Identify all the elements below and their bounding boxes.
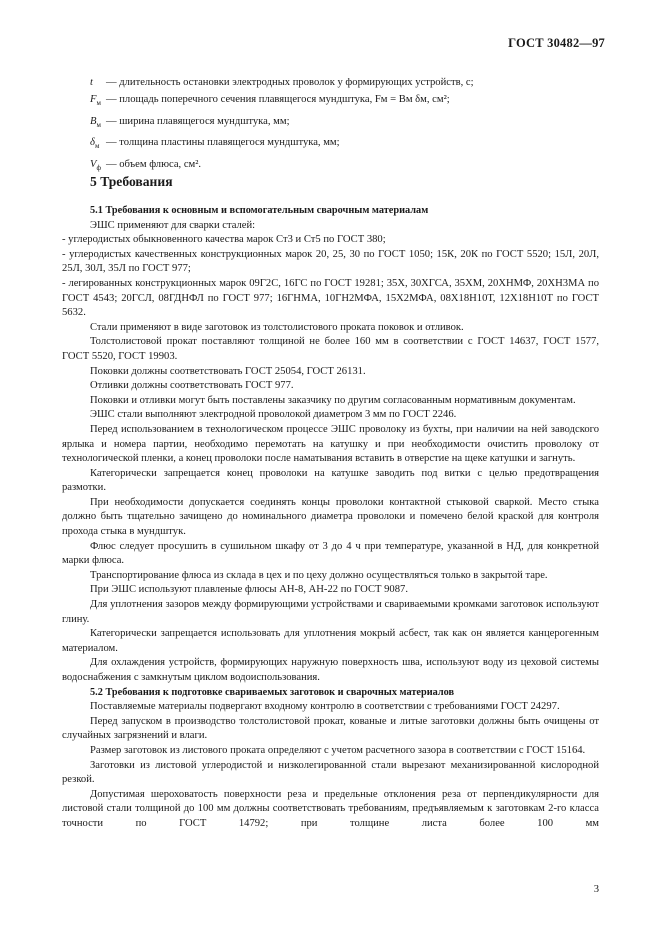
body-text [62, 204, 599, 832]
definition-symbol: $V_ф$ [90, 158, 102, 172]
paragraph: Заготовки из листовой углеродистой и низколегированной стали вырезают механизированной кислородной резкой. [62, 759, 599, 786]
definition-row [90, 74, 610, 91]
paragraph: Категорически запрещается конец проволоки на катушке заводить под витки с целью предотвращения размотки. [62, 467, 599, 494]
paragraph: Стали применяют в виде заготовок из толстолистового проката поковок и отливок. [90, 321, 464, 333]
document-code-header: ГОСТ 30482—97 [508, 36, 605, 50]
list-item: - легированных конструкционных марок 09Г2С, 16ГС по ГОСТ 19281; 35Х, 30ХГСА, 35ХМ, 20ХНМФ, 20ХН3МА по ГОСТ 4543; 20ГСЛ, 08ГДНФЛ по ГОСТ 977; 16ГНМА, 10ГН2МФА, 15Х2МФА, 08Х18Н10Т, 12Х18Н10Т по ГОСТ 5632. [62, 277, 599, 319]
definition-text: — длительность остановки электродных проволок у формирующих устройств, с; [106, 77, 474, 88]
subsection-heading: 5.1 Требования к основным и вспомогательным сварочным материалам [90, 205, 429, 216]
page-number: 3 [593, 884, 599, 895]
definition-symbol-subscript: м [96, 120, 101, 129]
paragraph: ЭШС стали выполняют электродной проволокой диаметром 3 мм по ГОСТ 2246. [90, 409, 457, 421]
paragraph: Поковки и отливки могут быть поставлены заказчику по другим согласованным нормативным документам. [90, 394, 576, 406]
definition-text: — ширина плавящегося мундштука, мм; [106, 115, 290, 127]
paragraph: Допустимая шероховатость поверхности реза и предельные отклонения реза от перпендикулярности для листовой стали толщиной до 100 мм должны соответствовать требованиям, предъявляемым к заготовкам 2-го класса точности по ГОСТ 14792; при толщине листа более 100 мм [62, 788, 599, 829]
paragraph: При ЭШС используют плавленые флюсы АН-8, АН-22 по ГОСТ 9087. [90, 584, 408, 596]
paragraph: Транспортирование флюса из склада в цех и по цеху должно осуществляться только в закрытой таре. [90, 569, 548, 581]
definition-text: — площадь поперечного сечения плавящегося мундштука, Fм = Bм δм, см²; [106, 94, 450, 106]
definition-symbol: $\delta_м$ [90, 137, 100, 151]
definition-row [90, 113, 610, 134]
definition-symbol-subscript: м [94, 142, 100, 151]
paragraph: Перед использованием в технологическом процессе ЭШС проволоку из бухты, при наличии на ней заводского ярлыка и номера партии, необходимо перемотать на катушку и при необходимости очистить проволоку от технологической пленки, а конец проволоки после наматывания вставить в отверстие на щеке катушки и загнуть. [62, 423, 599, 465]
subsection-heading: 5.2 Требования к подготовке свариваемых заготовок и сварочных материалов [90, 686, 455, 698]
definition-row [90, 134, 610, 155]
definition-symbol: t [90, 77, 93, 88]
definition-symbol-subscript: ф [96, 163, 102, 172]
list-item: - углеродистых обыкновенного качества марок Ст3 и Ст5 по ГОСТ 380; [62, 234, 386, 246]
paragraph: Отливки должны соответствовать ГОСТ 977. [90, 380, 294, 392]
paragraph: Поставляемые материалы подвергают входному контролю в соответствии с требованиями ГОСТ 24297. [90, 701, 560, 713]
paragraph: Категорически запрещается использовать для уплотнения мокрый асбест, так как он является канцерогенным материалом. [62, 628, 599, 654]
paragraph: Размер заготовок из листового проката определяют с учетом расчетного зазора в соответствии с ГОСТ 15164. [90, 744, 586, 756]
definition-text: — объем флюса, см². [106, 158, 202, 170]
paragraph: При необходимости допускается соединять концы проволоки контактной стыковой сваркой. Место стыка должно быть тщательно зачищено до номинального диаметра проволоки и помечено белой краской для контроля прохода стыка в мундштук. [62, 496, 599, 538]
paragraph: Для уплотнения зазоров между формирующими устройствами и свариваемыми кромками заготовок используют глину. [62, 599, 599, 625]
paragraph: Для охлаждения устройств, формирующих наружную поверхность шва, используют воду из цеховой системы водоснабжения с замкнутым циклом водоиспользования. [62, 657, 599, 683]
list-item: - углеродистых качественных конструкционных марок 20, 25, 30 по ГОСТ 1050; 15К, 20К по ГОСТ 5520; 15Л, 20Л, 25Л, 30Л, 35Л по ГОСТ 977; [62, 248, 599, 275]
paragraph: Флюс следует просушить в сушильном шкафу от 3 до 4 ч при температуре, указанной в НД, для конкретной марки флюса. [62, 540, 599, 567]
definition-text: — толщина пластины плавящегося мундштука, мм; [106, 137, 340, 149]
definition-symbol: $F_м$ [90, 94, 101, 108]
definition-symbol: $B_м$ [90, 115, 101, 129]
symbol-definitions [90, 74, 610, 177]
paragraph: ЭШС применяют для сварки сталей: [90, 219, 256, 231]
definition-row [90, 91, 610, 112]
section-title: 5 Требования [90, 174, 173, 189]
paragraph: Толстолистовой прокат поставляют толщиной не более 160 мм в соответствии с ГОСТ 14637, ГОСТ 1577, ГОСТ 5520, ГОСТ 19903. [62, 336, 599, 362]
definition-symbol-subscript: м [96, 99, 101, 108]
paragraph: Поковки должны соответствовать ГОСТ 25054, ГОСТ 26131. [90, 365, 366, 377]
paragraph: Перед запуском в производство толстолистовой прокат, кованые и литые заготовки должны быть очищены от случайных загрязнений и влаги. [62, 715, 599, 742]
